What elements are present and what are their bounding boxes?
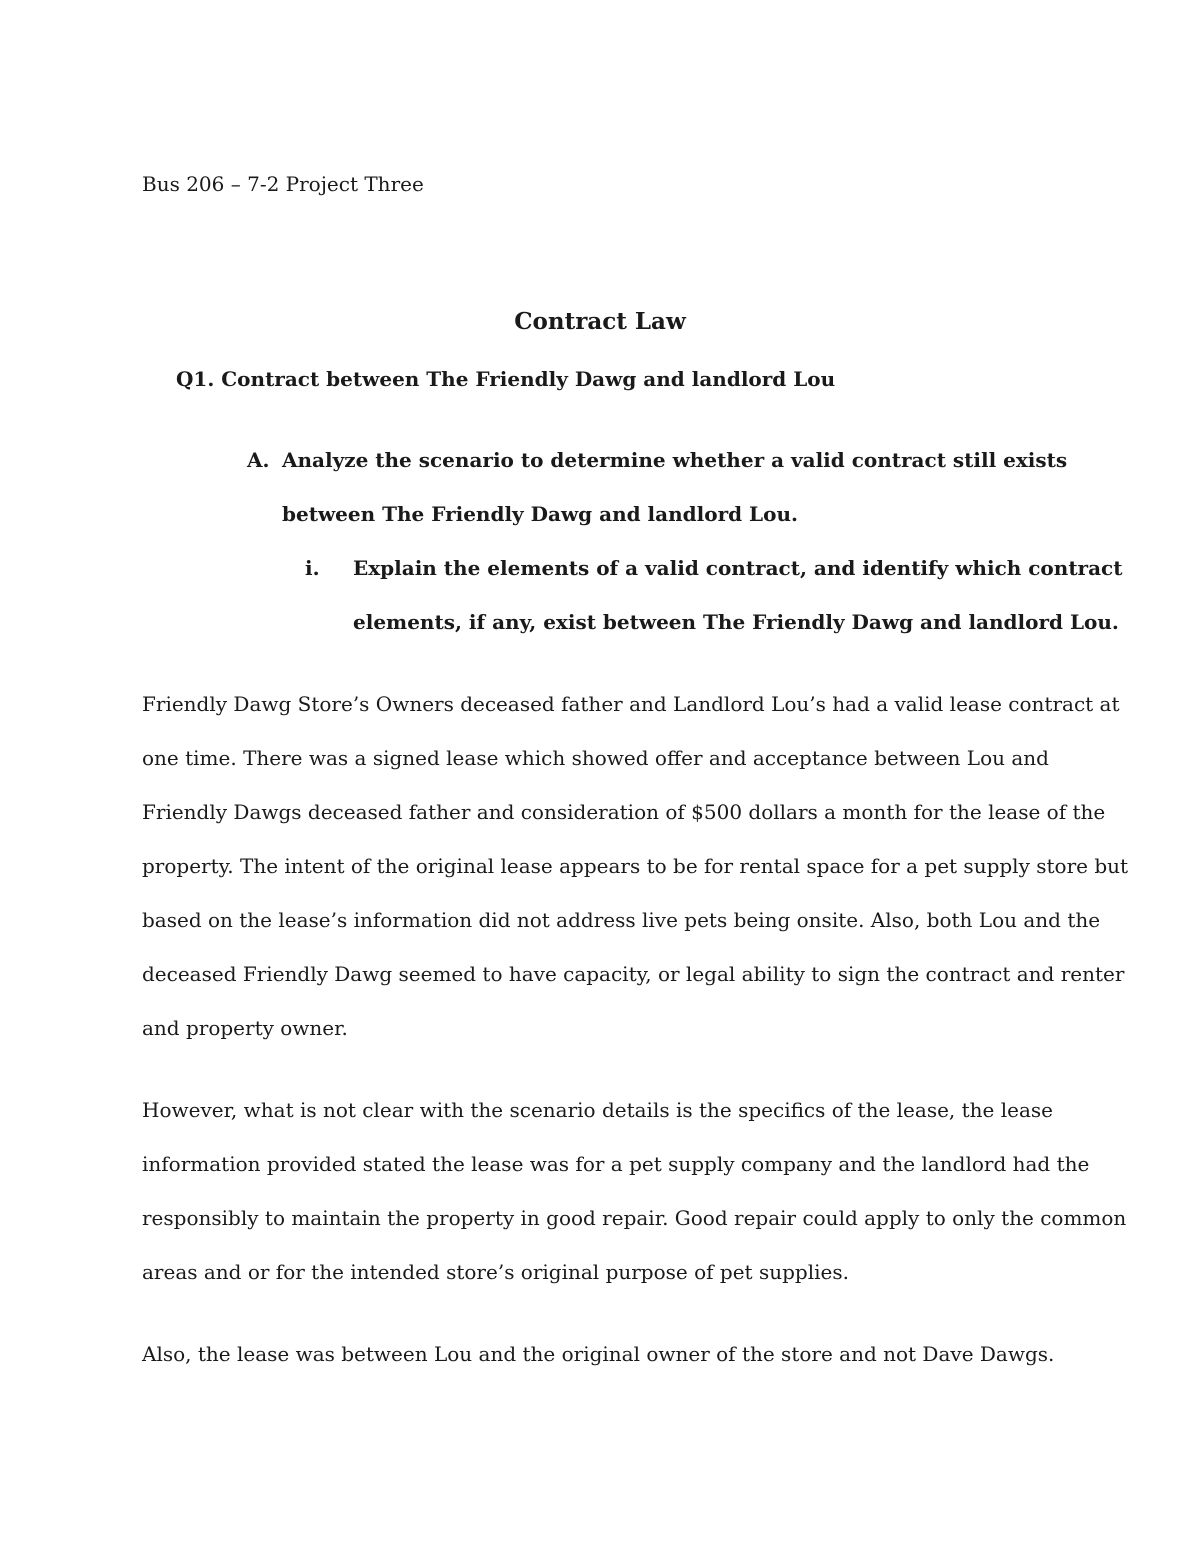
- item-a-marker: A.: [247, 448, 270, 472]
- paragraph-1-line-3: Friendly Dawgs deceased father and consideration of $500 dollars a month for the lease of the: [142, 800, 1106, 824]
- item-i-line-1: Explain the elements of a valid contract, and identify which contract: [353, 556, 1123, 580]
- paragraph-3-line-1: Also, the lease was between Lou and the original owner of the store and not Dave Dawgs.: [142, 1342, 1055, 1366]
- question-heading: Q1. Contract between The Friendly Dawg and landlord Lou: [176, 367, 836, 391]
- item-i-line-2: elements, if any, exist between The Friendly Dawg and landlord Lou.: [353, 610, 1119, 634]
- item-i-marker: i.: [305, 556, 320, 580]
- paragraph-2-line-3: responsibly to maintain the property in good repair. Good repair could apply to only the common: [142, 1206, 1127, 1230]
- paragraph-2-line-4: areas and or for the intended store’s original purpose of pet supplies.: [142, 1260, 849, 1284]
- item-a-line-1: Analyze the scenario to determine whether a valid contract still exists: [282, 448, 1068, 472]
- document-title: Contract Law: [514, 308, 686, 335]
- paragraph-1-line-6: deceased Friendly Dawg seemed to have capacity, or legal ability to sign the contract and renter: [142, 962, 1125, 986]
- item-a-line-2: between The Friendly Dawg and landlord Lou.: [282, 502, 798, 526]
- paragraph-1-line-5: based on the lease’s information did not address live pets being onsite. Also, both Lou and the: [142, 908, 1101, 932]
- paragraph-1-line-4: property. The intent of the original lease appears to be for rental space for a pet supply store but: [142, 854, 1129, 878]
- paragraph-2-line-1: However, what is not clear with the scenario details is the specifics of the lease, the lease: [142, 1098, 1053, 1122]
- paragraph-2-line-2: information provided stated the lease was for a pet supply company and the landlord had the: [142, 1152, 1090, 1176]
- paragraph-1-line-1: Friendly Dawg Store’s Owners deceased father and Landlord Lou’s had a valid lease contract at: [142, 692, 1120, 716]
- paragraph-1-line-7: and property owner.: [142, 1016, 348, 1040]
- paragraph-1-line-2: one time. There was a signed lease which showed offer and acceptance between Lou and: [142, 746, 1049, 770]
- course-header: Bus 206 – 7-2 Project Three: [142, 172, 424, 196]
